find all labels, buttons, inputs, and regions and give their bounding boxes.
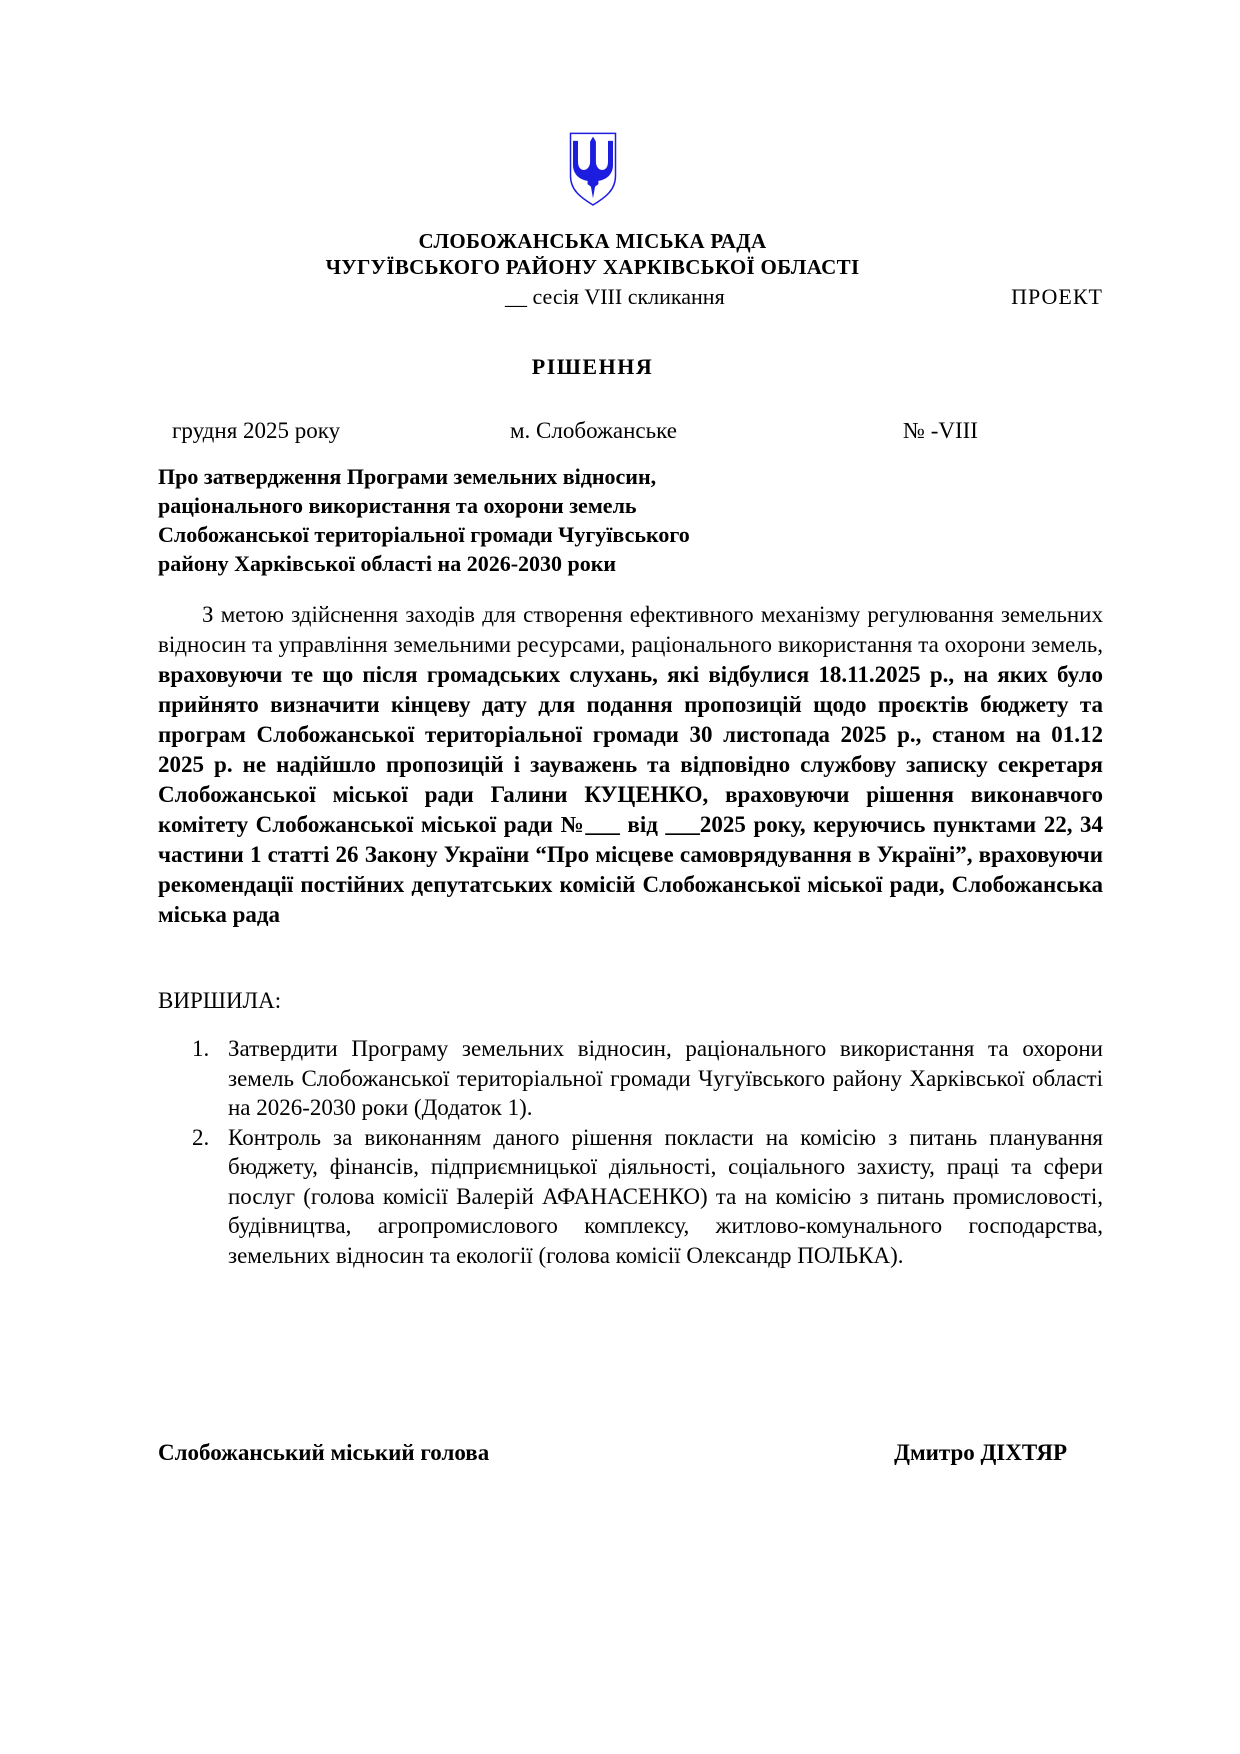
- preamble-regular-segment: З метою здійснення заходів для створення ефективного механізму регулювання земельних відносин та управління земельними ресурсами, раціонального використання та охорони земель,: [158, 602, 1103, 657]
- list-item: [158, 1034, 1103, 1123]
- title-line: раціонального використання та охорони земель: [158, 493, 637, 518]
- document-title: [158, 462, 1103, 578]
- title-line: Слобожанської територіальної громади Чугуївського: [158, 522, 690, 547]
- preamble-paragraph: [158, 600, 1103, 930]
- resolution-word: ВИРШИЛА:: [158, 988, 282, 1013]
- signer-position: Слобожанський міський голова: [158, 1440, 490, 1465]
- signer-name: Дмитро ДІХТЯР: [894, 1440, 1067, 1465]
- signature-row: [158, 1438, 1103, 1468]
- title-line: району Харківської області на 2026-2030 роки: [158, 551, 617, 576]
- list-item: [158, 1123, 1103, 1271]
- council-name-line1: СЛОБОЖАНСЬКА МІСЬКА РАДА: [418, 229, 767, 253]
- title-line: Про затвердження Програми земельних відносин,: [158, 464, 657, 489]
- city-value: м. Слобожанське: [510, 418, 677, 443]
- draft-label: ПРОЕКТ: [1011, 284, 1103, 309]
- council-name-line2: ЧУГУЇВСЬКОГО РАЙОНУ ХАРКІВСЬКОЇ ОБЛАСТІ: [325, 255, 860, 279]
- item-number: 1.: [192, 1036, 210, 1061]
- document-kind-heading: РІШЕННЯ: [531, 354, 654, 379]
- document-number: № -VIII: [903, 418, 978, 443]
- date-value: грудня 2025 року: [172, 418, 341, 443]
- session-label: __ сесія VIII скликання: [505, 284, 725, 309]
- ukraine-trident-icon: [568, 124, 618, 216]
- item-text: Контроль за виконанням даного рішення покласти на комісію з питань планування бюджету, фінансів, підприємницької діяльності, соціального захисту, праці та сфери послуг (голова комісії Валерій АФАНАСЕНКО) та на комісію з питань промисловості, будівництва, агропромислового комплексу, житлово-комунального господарства, земельних відносин та екології (голова комісії Олександр ПОЛЬКА).: [228, 1124, 1103, 1268]
- trident-glyph: [573, 137, 613, 199]
- resolution-items: [158, 1034, 1103, 1270]
- item-text: Затвердити Програму земельних відносин, раціонального використання та охорони земель Слобожанської територіальної громади Чугуївського району Харківської області на 2026-2030 роки (Додаток 1).: [228, 1036, 1103, 1120]
- item-number: 2.: [192, 1124, 210, 1150]
- preamble-bold-segment: враховуючи те що після громадських слухань, які відбулися 18.11.2025 р., на яких було прийнято визначити кінцеву дату для подання пропозицій щодо проєктів бюджету та програм Слобожанської територіальної громади 30 листопада 2025 р., станом на 01.12 2025 р. не надійшло пропозицій і зауважень та відповідно службову записку секретаря Слобожанської міської ради Галини КУЦЕНКО, враховуючи рішення виконавчого комітету Слобожанської міської ради №___ від ___2025 року, керуючись пунктами 22, 34 частини 1 статті 26 Закону України “Про місцеве самоврядування в Україні”, враховуючи рекомендації постійних депутатських комісій Слобожанської міської ради, Слобожанська міська рада: [158, 662, 1103, 927]
- session-row: [158, 284, 1103, 312]
- emblem-block: [120, 124, 1065, 216]
- date-row: [158, 418, 1103, 448]
